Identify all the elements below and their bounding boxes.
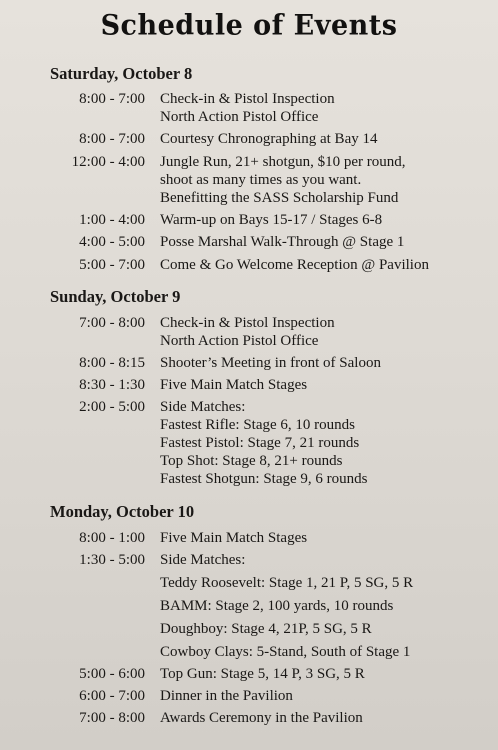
event-time: 5:00 - 7:00	[79, 257, 145, 273]
page-title: Schedule of Events	[100, 9, 398, 42]
event-description-line: Fastest Rifle: Stage 6, 10 rounds	[160, 417, 355, 433]
event-time: 8:00 - 7:00	[79, 131, 145, 147]
event-description-line: Fastest Shotgun: Stage 9, 6 rounds	[160, 471, 368, 487]
event-description-line: North Action Pistol Office	[160, 109, 319, 125]
event-time: 8:00 - 8:15	[79, 355, 145, 371]
event-description: Awards Ceremony in the Pavilion	[160, 710, 363, 726]
event-time: 8:00 - 7:00	[79, 91, 145, 107]
event-description: Check-in & Pistol Inspection	[160, 315, 335, 331]
event-description: Side Matches:	[160, 552, 246, 568]
event-description: Posse Marshal Walk-Through @ Stage 1	[160, 234, 405, 250]
event-description-line: Benefitting the SASS Scholarship Fund	[160, 190, 399, 206]
event-description-line: North Action Pistol Office	[160, 333, 319, 349]
event-description: Come & Go Welcome Reception @ Pavilion	[160, 257, 429, 273]
event-time: 7:00 - 8:00	[79, 315, 145, 331]
event-description-line: Fastest Pistol: Stage 7, 21 rounds	[160, 435, 360, 451]
event-time: 8:30 - 1:30	[79, 377, 145, 393]
day-heading-saturday: Saturday, October 8	[50, 64, 193, 83]
event-time: 12:00 - 4:00	[71, 154, 145, 170]
event-description: Top Gun: Stage 5, 14 P, 3 SG, 5 R	[160, 666, 365, 682]
event-description: Side Matches:	[160, 399, 246, 415]
event-time: 7:00 - 8:00	[79, 710, 145, 726]
event-description: Courtesy Chronographing at Bay 14	[160, 131, 378, 147]
event-description: Check-in & Pistol Inspection	[160, 91, 335, 107]
day-heading-sunday: Sunday, October 9	[50, 287, 181, 306]
event-time: 8:00 - 1:00	[79, 530, 145, 546]
event-description: Five Main Match Stages	[160, 377, 308, 393]
event-description-line: BAMM: Stage 2, 100 yards, 10 rounds	[160, 598, 394, 614]
event-time: 1:30 - 5:00	[79, 552, 145, 568]
event-description: Jungle Run, 21+ shotgun, $10 per round,	[160, 154, 406, 170]
event-time: 2:00 - 5:00	[79, 399, 145, 415]
event-time: 4:00 - 5:00	[79, 234, 145, 250]
day-heading-monday: Monday, October 10	[50, 502, 195, 521]
event-time: 6:00 - 7:00	[79, 688, 145, 704]
event-description: Shooter’s Meeting in front of Saloon	[160, 355, 381, 371]
event-description-line: shoot as many times as you want.	[160, 172, 362, 188]
event-description-line: Cowboy Clays: 5-Stand, South of Stage 1	[160, 644, 411, 660]
event-time: 5:00 - 6:00	[79, 666, 145, 682]
event-description-line: Top Shot: Stage 8, 21+ rounds	[160, 453, 343, 469]
event-description: Warm-up on Bays 15-17 / Stages 6-8	[160, 212, 383, 228]
event-description: Five Main Match Stages	[160, 530, 308, 546]
event-time: 1:00 - 4:00	[79, 212, 145, 228]
event-description-line: Teddy Roosevelt: Stage 1, 21 P, 5 SG, 5 R	[160, 575, 414, 591]
event-description-line: Doughboy: Stage 4, 21P, 5 SG, 5 R	[160, 621, 372, 637]
event-description: Dinner in the Pavilion	[160, 688, 293, 704]
